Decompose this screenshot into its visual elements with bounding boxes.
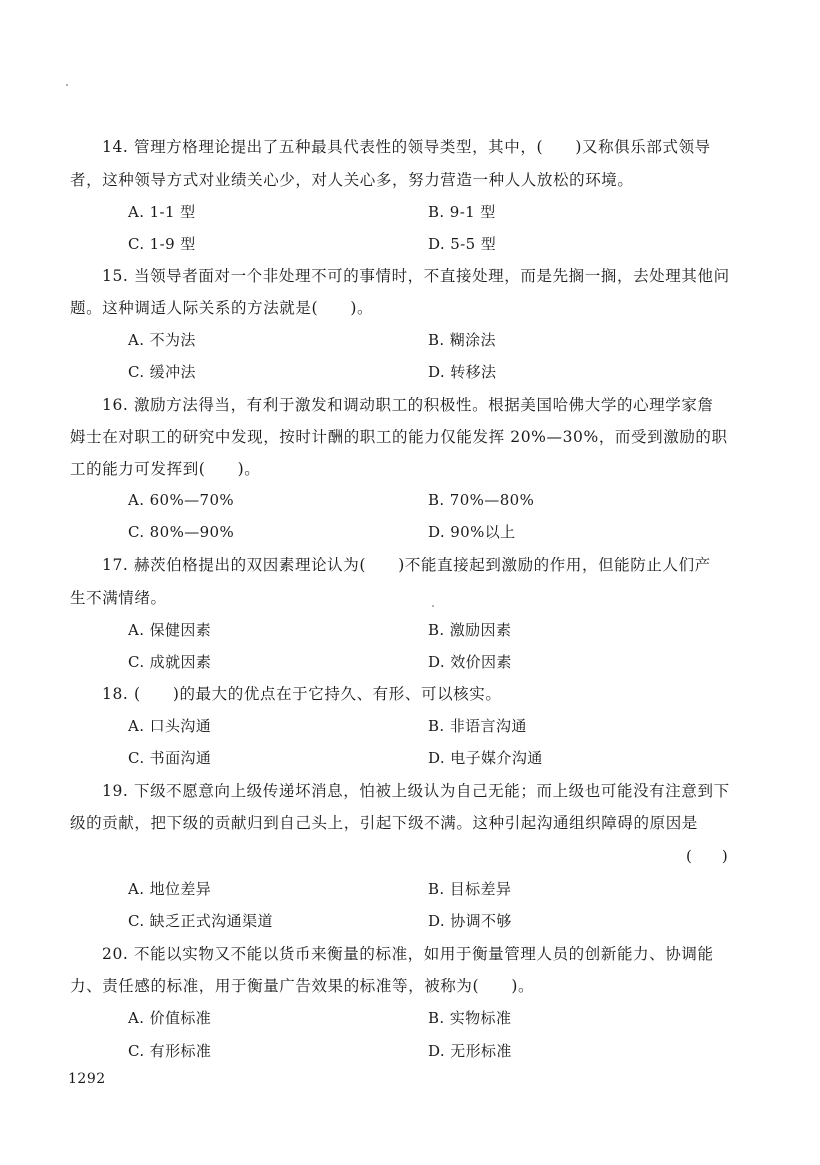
option-d: D. 电子媒介沟通 [428, 749, 543, 767]
option-b: B. 非语言沟通 [428, 717, 527, 735]
option-d: D. 90%以上 [428, 523, 516, 541]
option-b: B. 实物标准 [428, 1009, 512, 1027]
question-text: 级的贡献，把下级的贡献归到自己头上，引起下级不满。这种引起沟通组织障碍的原因是 [70, 814, 698, 832]
option-c: C. 1-9 型 [128, 235, 196, 253]
question-text: 生不满情绪。 [70, 589, 167, 607]
option-c: C. 缓冲法 [128, 363, 196, 381]
option-b: B. 糊涂法 [428, 331, 496, 349]
option-a: A. 地位差异 [128, 880, 212, 898]
option-c: C. 80%—90% [128, 523, 235, 541]
option-a: A. 保健因素 [128, 621, 212, 639]
question-text: 18. ( )的最大的优点在于它持久、有形、可以核实。 [102, 685, 502, 703]
question-text: 17. 赫茨伯格提出的双因素理论认为( )不能直接起到激励的作用，但能防止人们产 [102, 556, 711, 574]
question-text: 19. 下级不愿意向上级传递坏消息，怕被上级认为自己无能；而上级也可能没有注意到下 [102, 782, 730, 800]
option-c: C. 缺乏正式沟通渠道 [128, 912, 273, 930]
question-text: 14. 管理方格理论提出了五种最具代表性的领导类型，其中，( )又称俱乐部式领导 [102, 138, 711, 156]
scan-speck [66, 84, 68, 86]
option-d: D. 转移法 [428, 363, 497, 381]
option-a: A. 口头沟通 [128, 717, 212, 735]
option-d: D. 效价因素 [428, 653, 512, 671]
option-b: B. 9-1 型 [428, 203, 496, 221]
page-number: 1292 [68, 1071, 106, 1087]
scan-speck [432, 605, 434, 607]
option-a: A. 不为法 [128, 331, 196, 349]
option-a: A. 1-1 型 [128, 203, 196, 221]
question-text: 16. 激励方法得当，有利于激发和调动职工的积极性。根据美国哈佛大学的心理学家詹 [102, 396, 714, 414]
question-text: 者，这种领导方式对业绩关心少，对人关心多，努力营造一种人人放松的环境。 [70, 171, 634, 189]
option-c: C. 书面沟通 [128, 749, 212, 767]
question-text: 工的能力可发挥到( )。 [70, 460, 261, 478]
option-b: B. 激励因素 [428, 621, 512, 639]
question-text: 力、责任感的标准，用于衡量广告效果的标准等，被称为( )。 [70, 977, 535, 995]
question-text: 15. 当领导者面对一个非处理不可的事情时，不直接处理，而是先搁一搁，去处理其他问 [102, 267, 730, 285]
option-d: D. 5-5 型 [428, 235, 497, 253]
option-d: D. 无形标准 [428, 1042, 512, 1060]
question-text: 20. 不能以实物又不能以货币来衡量的标准，如用于衡量管理人员的创新能力、协调能 [102, 945, 714, 963]
option-a: A. 价值标准 [128, 1009, 212, 1027]
option-b: B. 70%—80% [428, 491, 535, 509]
option-a: A. 60%—70% [128, 491, 235, 509]
option-c: C. 有形标准 [128, 1042, 212, 1060]
option-b: B. 目标差异 [428, 880, 512, 898]
option-d: D. 协调不够 [428, 912, 512, 930]
question-text: 题。这种调适人际关系的方法就是( )。 [70, 299, 374, 317]
option-c: C. 成就因素 [128, 653, 212, 671]
answer-parentheses: ( ) [686, 847, 728, 865]
question-text: 姆士在对职工的研究中发现，按时计酬的职工的能力仅能发挥 20%—30%，而受到激励的职 [70, 428, 728, 446]
